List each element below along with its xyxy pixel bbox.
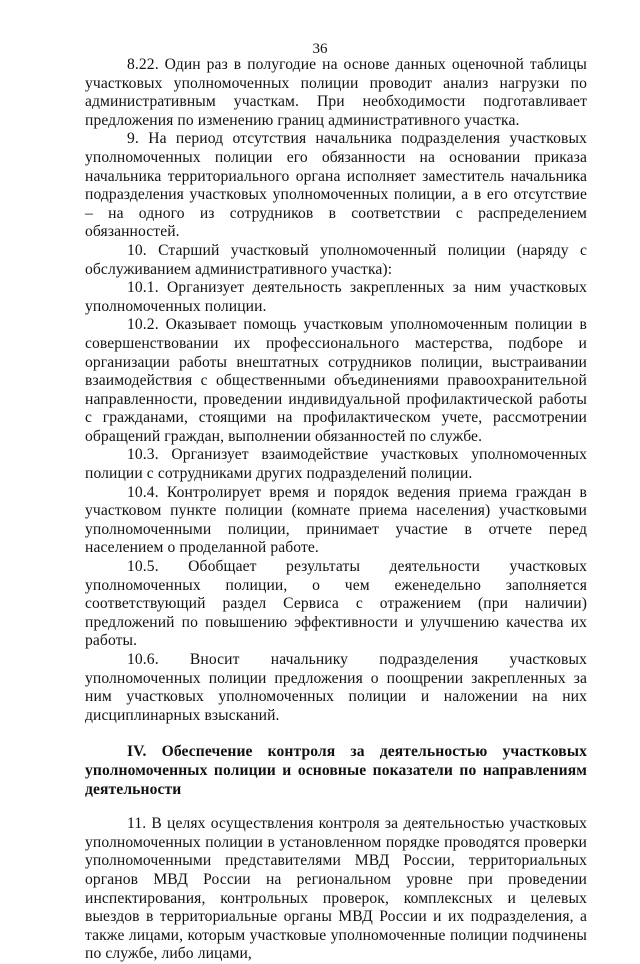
- section-heading: IV. Обеспечение контроля за деятельностью участковых уполномоченных полиции и основные показатели по направлениям деятельности: [85, 743, 587, 798]
- paragraph-11: 11. В целях осуществления контроля за деятельностью участковых уполномоченных полиции в установленном порядке проводятся проверки уполномоченными представителями МВД России, территориальных органов МВД России на региональном уровне при проведении инспектирования, контрольных проверок, комплексных и целевых выездов в территориальные органы МВД России и их подразделения, а также лицами, которым участковые уполномоченные полиции подчинены по службе, либо лицами,: [85, 815, 587, 963]
- paragraph-9: 9. На период отсутствия начальника подразделения участковых уполномоченных полиции его обязанности на основании приказа начальника территориального органа исполняет заместитель начальника подразделения участковых уполномоченных полиции, а в его отсутствие – на одного из сотрудников в соответствии с распределением обязанностей.: [85, 130, 587, 241]
- page-number: 36: [312, 41, 328, 57]
- paragraph-10-6: 10.6. Вносит начальнику подразделения участковых уполномоченных полиции предложения о поощрении закрепленных за ним участковых уполномоченных полиции и наложении на них дисциплинарных взысканий.: [85, 651, 587, 724]
- paragraph-10-4: 10.4. Контролирует время и порядок ведения приема граждан в участковом пункте полиции (комнате приема населения) участковыми уполномоченными полиции, принимает участие в отчете перед населением о проделанной работе.: [85, 483, 587, 557]
- paragraph-10-2: 10.2. Оказывает помощь участковым уполномоченным полиции в совершенствовании их профессионального мастерства, подборе и организации работы внештатных сотрудников полиции, выстраивании взаимодействия с общественными объединениями правоохранительной направленности, проведении индивидуальной профилактической работы с гражданами, стоящими на профилактическом учете, рассмотрении обращений граждан, выполнении обязанностей по службе.: [85, 316, 587, 445]
- paragraph-10: 10. Старший участковый уполномоченный полиции (наряду с обслуживанием административного участка):: [85, 241, 587, 278]
- paragraph-8-22: 8.22. Один раз в полугодие на основе данных оценочной таблицы участковых уполномоченных полиции проводит анализ нагрузки по административным участкам. При необходимости подготавливает предложения по изменению границ административного участка.: [85, 56, 587, 129]
- paragraph-10-1: 10.1. Организует деятельность закрепленных за ним участковых уполномоченных полиции.: [85, 279, 587, 315]
- paragraph-10-3: 10.3. Организует взаимодействие участковых уполномоченных полиции с сотрудниками других подразделений полиции.: [85, 446, 587, 483]
- document-body: [85, 56, 587, 964]
- paragraph-10-5: 10.5. Обобщает результаты деятельности участковых уполномоченных полиции, о чем еженедельно заполняется соответствующий раздел Сервиса с отражением (при наличии) предложений по повышению эффективности и улучшению качества их работы.: [85, 558, 587, 650]
